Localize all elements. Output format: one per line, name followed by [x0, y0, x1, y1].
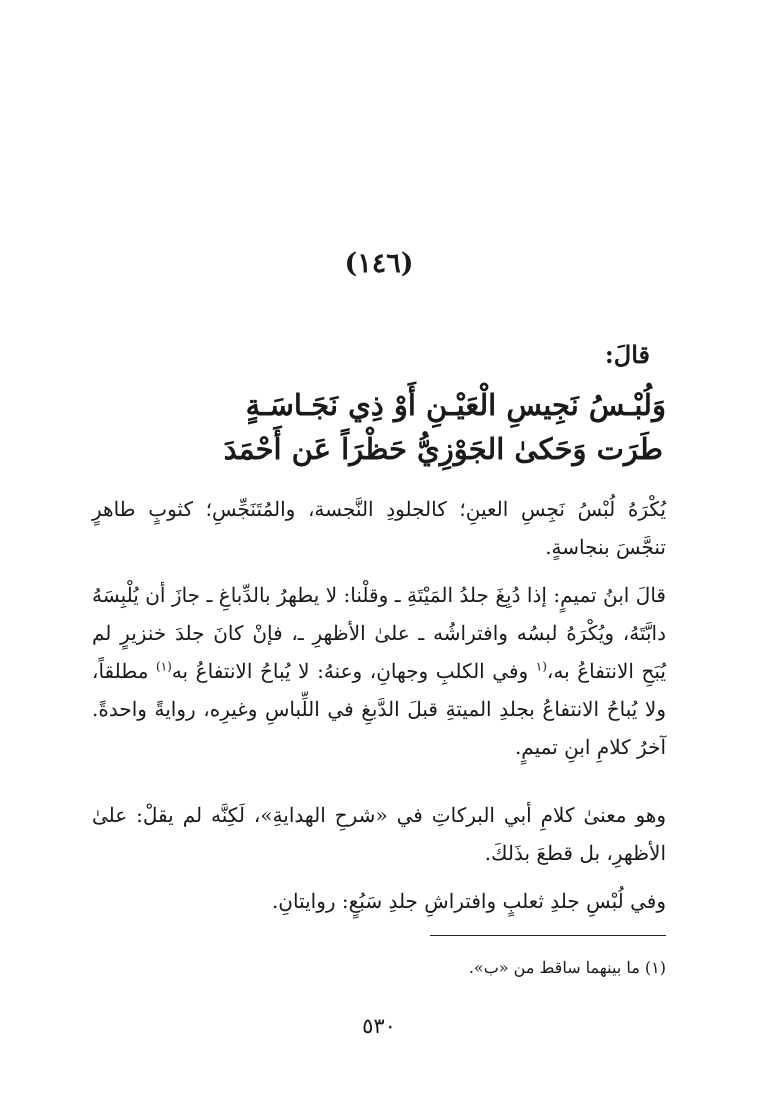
- paragraph-2: [92, 576, 666, 766]
- footnote: (١) ما بينهما ساقط من «ب».: [468, 958, 666, 977]
- footnote-marker-open: (١: [535, 659, 547, 674]
- footnote-marker-close: (١): [155, 659, 172, 674]
- verse-line-1: وَلُبْـسُ نَجِيسِ الْعَيْـنِ أَوْ ذِي نَجَـاسَـةٍ: [245, 388, 666, 422]
- paragraph-2-part-c: مطلقاً، ولا يُباحُ الانتفاعُ بجلدِ الميتةِ قبلَ الدَّبغِ في اللِّباسِ وغيرِه، روايةً واحدةً. آخرُ كلامِ ابنِ تميمٍ.: [92, 659, 666, 759]
- qala-heading: قالَ:: [604, 340, 650, 369]
- paragraph-1: يُكْرَهُ لُبْسُ نَجِسِ العينِ؛ كالجلودِ النَّجسة، والمُتَنَجِّسِ؛ كثوبٍ طاهرٍ تنجَّسَ بنجاسةٍ.: [92, 497, 666, 559]
- paragraph-2-part-b: وفي الكلبِ وجهانِ، وعنهُ: لا يُباحُ الانتفاعُ به: [171, 659, 536, 683]
- section-number: (١٤٦): [344, 248, 414, 279]
- footnote-divider: [430, 935, 666, 936]
- page-number: ٥٣٠: [362, 1014, 396, 1038]
- paragraph-2-part-a: قالَ ابنُ تميمٍ: إذا دُبِغَ جلدُ المَيْتَةِ ـ وقلْنا: لا يطهرُ بالدِّباغِ ـ جازَ أن يُلْبِسَهُ دابَّتَهُ، ويُكْرَهُ لبسُه وافتراشُه ـ علىٰ الأظهرِ ـ، فإنْ كانَ جلدَ خنزيرٍ لم يُبَحِ الانتفاعُ به،: [92, 583, 667, 683]
- paragraph-4: وفي لُبْسِ جلدِ ثعلبٍ وافتراشِ جلدِ سَبُعٍ: روايتانِ.: [271, 889, 666, 913]
- paragraph-3: وهو معنىٰ كلامِ أبي البركاتِ في «شرحِ الهدايةِ»، لَكِنَّه لم يقلْ: علىٰ الأظهرِ، بل قطعَ بذَلكَ.: [92, 803, 666, 865]
- verse-line-2: طَرَت وَحَكىٰ الجَوْزِيُّ حَظْرَاً عَن أَحْمَدَ: [223, 432, 663, 466]
